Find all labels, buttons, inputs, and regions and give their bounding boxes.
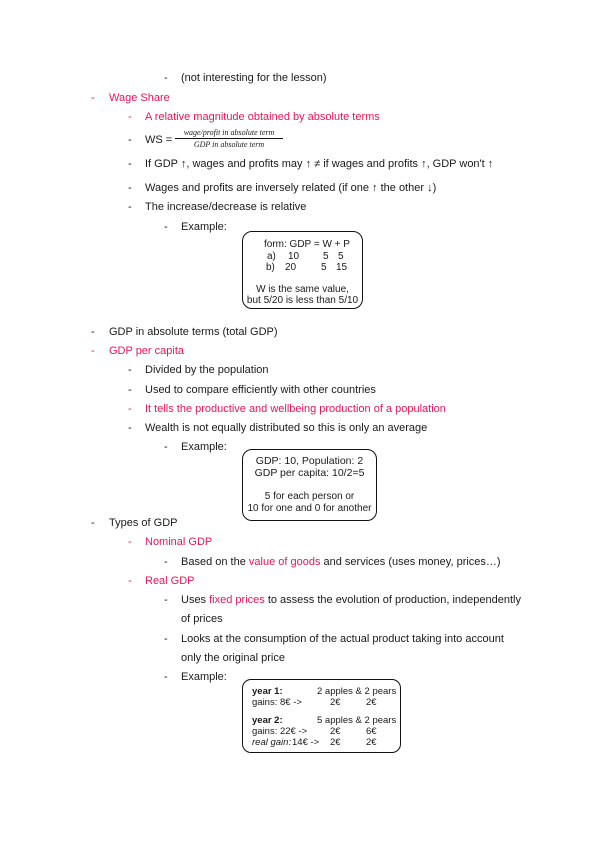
text-inversely: Wages and profits are inversely related (if one ↑ the other ↓) xyxy=(145,182,437,194)
box1-row-a-gdp: 10 xyxy=(288,251,300,262)
bullet-dash: - xyxy=(164,72,168,84)
text-productive: It tells the productive and wellbeing production of a population xyxy=(145,403,446,415)
text-based-post: and services (uses money, prices…) xyxy=(320,556,501,568)
text-based-on xyxy=(181,555,501,569)
ws-formula-label: WS = xyxy=(145,134,173,146)
text-uses-fixed-prices xyxy=(181,593,521,607)
bullet-dash: - xyxy=(128,422,132,434)
box1-row-b-label: b) xyxy=(266,262,275,273)
bullet-dash: - xyxy=(128,158,132,170)
box1-row-a-label: a) xyxy=(267,251,276,262)
bullet-dash: - xyxy=(128,364,132,376)
bullet-dash: - xyxy=(164,556,168,568)
example-label: Example: xyxy=(181,221,227,233)
text-if-gdp: If GDP ↑, wages and profits may ↑ ≠ if wages and profits ↑, GDP won't ↑ xyxy=(145,158,494,170)
ws-denominator: GDP in absolute term xyxy=(193,140,265,149)
box3-gains2-pears: 6€ xyxy=(366,726,377,737)
box1-note-2: but 5/20 is less than 5/10 xyxy=(246,295,359,306)
box1-formula: form: GDP = W + P xyxy=(264,239,350,250)
bullet-dash: - xyxy=(128,182,132,194)
text-only-original: only the original price xyxy=(181,652,285,664)
heading-gdp-per-capita: GDP per capita xyxy=(109,345,185,357)
box2-line-2: GDP per capita: 10/2=5 xyxy=(254,467,365,479)
text-gdp-absolute: GDP in absolute terms (total GDP) xyxy=(109,326,278,338)
box1-note-1: W is the same value, xyxy=(256,284,349,295)
text-relative-magnitude: A relative magnitude obtained by absolute terms xyxy=(145,111,380,123)
bullet-dash: - xyxy=(128,575,132,587)
text-looks-at: Looks at the consumption of the actual product taking into account xyxy=(181,633,504,645)
box3-year2-label: year 2: xyxy=(252,715,283,726)
bullet-dash: - xyxy=(91,345,95,357)
heading-types-of-gdp: Types of GDP xyxy=(109,517,178,529)
box2-line-1: GDP: 10, Population: 2 xyxy=(255,455,364,467)
text-wealth: Wealth is not equally distributed so this is only an average xyxy=(145,422,428,434)
bullet-dash: - xyxy=(128,403,132,415)
example-label: Example: xyxy=(181,671,227,683)
example-label: Example: xyxy=(181,441,227,453)
box1-row-a-p: 5 xyxy=(338,251,344,262)
ws-numerator: wage/profit in absolute term xyxy=(183,128,275,137)
box1-row-b-p: 15 xyxy=(336,262,348,273)
bullet-dash: - xyxy=(128,201,132,213)
bullet-dash: - xyxy=(128,134,132,146)
text-value-of-goods: value of goods xyxy=(248,556,321,568)
bullet-dash: - xyxy=(91,517,95,529)
box3-year2-desc: 5 apples & 2 pears xyxy=(317,715,397,726)
fraction-bar xyxy=(175,138,283,139)
box3-real-apples: 2€ xyxy=(330,737,341,748)
heading-nominal-gdp: Nominal GDP xyxy=(145,536,213,548)
text-based-pre: Based on the xyxy=(181,556,249,568)
box3-gains2-label: gains: 22€ -> xyxy=(252,726,308,737)
box1-row-b-w: 5 xyxy=(321,262,327,273)
example-box-wage-share xyxy=(242,231,363,309)
box3-gains1-apples: 2€ xyxy=(330,697,341,708)
box3-real-gain-label: real gain: xyxy=(252,737,292,748)
heading-real-gdp: Real GDP xyxy=(145,575,195,587)
text-not-interesting: (not interesting for the lesson) xyxy=(181,72,327,84)
text-uses-pre: Uses xyxy=(181,594,210,606)
box3-gains1-label: gains: 8€ -> xyxy=(252,697,302,708)
box3-real-pears: 2€ xyxy=(366,737,377,748)
bullet-dash: - xyxy=(164,671,168,683)
box3-gains2-apples: 2€ xyxy=(330,726,341,737)
text-increase-decrease: The increase/decrease is relative xyxy=(145,201,307,213)
example-box-real-gdp xyxy=(242,679,401,753)
bullet-dash: - xyxy=(164,441,168,453)
bullet-dash: - xyxy=(91,92,95,104)
bullet-dash: - xyxy=(164,221,168,233)
text-divided: Divided by the population xyxy=(145,364,269,376)
text-fixed-prices: fixed prices xyxy=(209,594,265,606)
heading-wage-share: Wage Share xyxy=(109,92,170,104)
example-box-per-capita xyxy=(242,449,377,521)
box1-row-b-gdp: 20 xyxy=(285,262,297,273)
text-compare: Used to compare efficiently with other countries xyxy=(145,384,376,396)
bullet-dash: - xyxy=(128,111,132,123)
box2-line-3: 5 for each person or xyxy=(264,491,355,502)
box2-line-4: 10 for one and 0 for another xyxy=(247,503,372,514)
box3-year1-label: year 1: xyxy=(252,686,283,697)
text-uses-post: to assess the evolution of production, independently xyxy=(264,594,521,606)
bullet-dash: - xyxy=(128,536,132,548)
box1-row-a-w: 5 xyxy=(323,251,329,262)
bullet-dash: - xyxy=(164,594,168,606)
box3-year1-desc: 2 apples & 2 pears xyxy=(317,686,397,697)
box3-gains1-pears: 2€ xyxy=(366,697,377,708)
bullet-dash: - xyxy=(128,384,132,396)
bullet-dash: - xyxy=(164,633,168,645)
box3-real-gain-value: 14€ -> xyxy=(292,737,320,748)
text-of-prices: of prices xyxy=(181,613,223,625)
bullet-dash: - xyxy=(91,326,95,338)
